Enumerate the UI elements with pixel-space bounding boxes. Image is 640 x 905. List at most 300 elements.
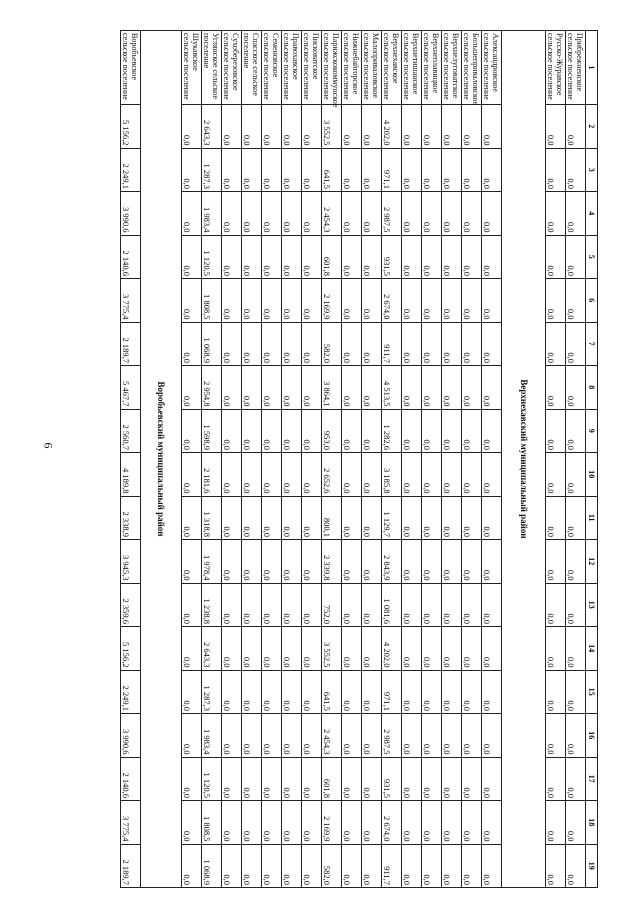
value-cell: 0,0 [282,235,302,279]
value-cell: 0,0 [566,540,586,584]
value-cell: 0,0 [566,409,586,453]
value-cell: 0,0 [242,322,262,366]
column-header: 14 [586,627,598,671]
value-cell: 0,0 [462,192,482,236]
value-cell: 0,0 [566,844,586,888]
value-cell: 0,0 [402,409,422,453]
value-cell: 0,0 [362,714,382,758]
column-header: 13 [586,583,598,627]
value-cell: 0,0 [402,627,422,671]
value-cell: 0,0 [462,105,482,149]
value-cell: 0,0 [342,235,362,279]
column-header: 19 [586,844,598,888]
settlement-name: Шукавское сельское поселение [182,31,202,105]
value-cell: 0,0 [362,409,382,453]
value-cell: 0,0 [242,366,262,410]
value-cell: 0,0 [462,279,482,323]
value-cell: 0,0 [422,714,442,758]
value-cell: 0,0 [302,366,322,410]
value-cell: 0,0 [242,714,262,758]
value-cell: 0,0 [442,540,462,584]
value-cell: 582,0 [322,322,342,366]
value-cell: 0,0 [546,366,566,410]
value-cell: 0,0 [362,540,382,584]
value-cell: 0,0 [462,540,482,584]
value-cell: 0,0 [422,453,442,497]
value-cell: 3 775,4 [121,279,141,323]
table-row [422,31,442,888]
settlement-name: Верхнехавское сельское поселение [382,31,402,105]
value-cell: 0,0 [546,540,566,584]
value-cell: 0,0 [546,105,566,149]
settlement-name: Нижнебайгорское сельское поселение [342,31,362,105]
value-cell: 2 339,8 [322,540,342,584]
value-cell: 0,0 [402,279,422,323]
table-row [121,31,141,888]
value-cell: 3 945,3 [121,540,141,584]
settlement-name: Верхнелуговатское сельское поселение [442,31,462,105]
table-row [182,31,202,888]
table-row [442,31,462,888]
value-cell: 582,0 [322,844,342,888]
value-cell: 0,0 [282,366,302,410]
value-cell: 0,0 [422,148,442,192]
value-cell: 2 169,9 [322,279,342,323]
value-cell: 0,0 [182,409,202,453]
value-cell: 0,0 [402,148,422,192]
value-cell: 0,0 [546,714,566,758]
value-cell: 0,0 [282,844,302,888]
value-cell: 2 560,7 [121,409,141,453]
value-cell: 0,0 [182,583,202,627]
value-cell: 0,0 [546,148,566,192]
table-row [242,31,262,888]
value-cell: 0,0 [546,409,566,453]
settlement-name: Парижскокоммунское сельское поселение [322,31,342,105]
value-cell: 0,0 [262,322,282,366]
column-header: 4 [586,192,598,236]
value-cell: 2 140,6 [121,235,141,279]
value-cell: 0,0 [182,540,202,584]
value-cell: 0,0 [402,192,422,236]
value-cell: 1 068,9 [202,322,222,366]
value-cell: 0,0 [546,583,566,627]
value-cell: 0,0 [262,235,282,279]
value-cell: 0,0 [442,670,462,714]
value-cell: 0,0 [566,714,586,758]
value-cell: 0,0 [302,279,322,323]
value-cell: 0,0 [422,105,442,149]
value-cell: 0,0 [182,279,202,323]
value-cell: 0,0 [222,844,242,888]
value-cell: 0,0 [402,583,422,627]
value-cell: 0,0 [362,670,382,714]
settlement-name: Углянское сельское поселение [202,31,222,105]
value-cell: 641,5 [322,670,342,714]
value-cell: 1 287,3 [202,670,222,714]
value-cell: 1 120,5 [202,235,222,279]
value-cell: 0,0 [262,279,282,323]
value-cell: 0,0 [462,453,482,497]
value-cell: 0,0 [482,105,502,149]
value-cell: 0,0 [422,583,442,627]
value-cell: 0,0 [422,670,442,714]
settlement-name: Александровское сельское поселение [482,31,502,105]
value-cell: 0,0 [222,279,242,323]
value-cell: 0,0 [362,801,382,845]
value-cell: 0,0 [462,583,482,627]
value-cell: 0,0 [462,322,482,366]
value-cell: 2 140,6 [121,757,141,801]
value-cell: 0,0 [566,366,586,410]
value-cell: 0,0 [402,714,422,758]
value-cell: 0,0 [262,366,282,410]
value-cell: 0,0 [302,583,322,627]
value-cell: 0,0 [442,844,462,888]
value-cell: 0,0 [182,366,202,410]
value-cell: 0,0 [262,409,282,453]
value-cell: 0,0 [182,322,202,366]
value-cell: 0,0 [422,279,442,323]
value-cell: 3 775,4 [121,801,141,845]
value-cell: 0,0 [222,540,242,584]
value-cell: 0,0 [262,757,282,801]
table-row [302,31,322,888]
settlement-name: Русско-Журавское сельское поселение [546,31,566,105]
value-cell: 0,0 [566,453,586,497]
value-cell: 0,0 [566,801,586,845]
value-cell: 0,0 [442,627,462,671]
value-cell: 2 843,9 [382,540,402,584]
value-cell: 0,0 [222,801,242,845]
value-cell: 0,0 [462,714,482,758]
table-row [482,31,502,888]
value-cell: 3 990,6 [121,192,141,236]
settlement-name: Спасское сельское поселение [242,31,262,105]
table-row [382,31,402,888]
value-cell: 0,0 [482,148,502,192]
value-cell: 2 954,8 [202,366,222,410]
value-cell: 931,5 [382,235,402,279]
value-cell: 0,0 [182,714,202,758]
value-cell: 3 185,8 [382,453,402,497]
value-cell: 0,0 [442,366,462,410]
value-cell: 0,0 [402,540,422,584]
value-cell: 1 978,4 [202,540,222,584]
value-cell: 2 338,9 [121,496,141,540]
value-cell: 0,0 [342,844,362,888]
value-cell: 0,0 [482,279,502,323]
header-row [586,31,598,888]
settlement-name: Сухоберезовское сельское поселение [222,31,242,105]
value-cell: 4 202,0 [382,627,402,671]
value-cell: 0,0 [546,844,566,888]
value-cell: 0,0 [482,409,502,453]
settlement-name: Большеприваловское сельское поселение [462,31,482,105]
settlement-name: Малоприваловское сельское поселение [362,31,382,105]
column-header: 15 [586,670,598,714]
value-cell: 0,0 [242,540,262,584]
column-header: 3 [586,148,598,192]
value-cell: 0,0 [442,279,462,323]
value-cell: 0,0 [182,670,202,714]
value-cell: 0,0 [262,627,282,671]
value-cell: 641,5 [322,148,342,192]
value-cell: 0,0 [182,801,202,845]
column-header: 9 [586,409,598,453]
value-cell: 1 598,9 [202,409,222,453]
value-cell: 5 156,2 [121,105,141,149]
value-cell: 0,0 [342,714,362,758]
settlement-name: Воробьевское сельское поселение [121,31,141,105]
value-cell: 0,0 [402,105,422,149]
value-cell: 0,0 [302,192,322,236]
value-cell: 0,0 [182,105,202,149]
value-cell: 0,0 [182,453,202,497]
value-cell: 0,0 [462,496,482,540]
value-cell: 0,0 [242,105,262,149]
value-cell: 0,0 [566,279,586,323]
value-cell: 0,0 [422,844,442,888]
value-cell: 800,1 [322,496,342,540]
value-cell: 0,0 [566,148,586,192]
value-cell: 0,0 [566,322,586,366]
value-cell: 0,0 [442,322,462,366]
value-cell: 0,0 [546,670,566,714]
value-cell: 0,0 [222,453,242,497]
value-cell: 0,0 [262,192,282,236]
value-cell: 0,0 [302,714,322,758]
value-cell: 0,0 [342,757,362,801]
value-cell: 0,0 [262,496,282,540]
column-header: 12 [586,540,598,584]
value-cell: 0,0 [362,279,382,323]
value-cell: 0,0 [222,496,242,540]
value-cell: 0,0 [482,583,502,627]
value-cell: 0,0 [422,322,442,366]
value-cell: 0,0 [566,235,586,279]
column-header: 7 [586,322,598,366]
value-cell: 0,0 [262,540,282,584]
value-cell: 0,0 [302,670,322,714]
value-cell: 0,0 [462,235,482,279]
value-cell: 0,0 [482,496,502,540]
value-cell: 1 983,4 [202,714,222,758]
column-header: 16 [586,714,598,758]
value-cell: 1 120,5 [202,757,222,801]
value-cell: 2 169,9 [322,801,342,845]
value-cell: 2 181,6 [202,453,222,497]
value-cell: 0,0 [262,844,282,888]
value-cell: 0,0 [282,322,302,366]
value-cell: 0,0 [566,757,586,801]
value-cell: 0,0 [402,844,422,888]
value-cell: 2 987,5 [382,714,402,758]
value-cell: 0,0 [242,192,262,236]
value-cell: 0,0 [342,105,362,149]
value-cell: 0,0 [422,757,442,801]
value-cell: 0,0 [262,714,282,758]
value-cell: 0,0 [182,192,202,236]
value-cell: 0,0 [442,714,462,758]
value-cell: 0,0 [482,627,502,671]
value-cell: 0,0 [362,453,382,497]
value-cell: 0,0 [402,322,422,366]
value-cell: 0,0 [482,540,502,584]
value-cell: 2 454,3 [322,192,342,236]
value-cell: 2 249,1 [121,670,141,714]
value-cell: 0,0 [342,279,362,323]
value-cell: 0,0 [546,279,566,323]
value-cell: 2 643,3 [202,627,222,671]
value-cell: 3 552,5 [322,627,342,671]
value-cell: 0,0 [302,627,322,671]
value-cell: 2 674,0 [382,801,402,845]
value-cell: 0,0 [222,148,242,192]
value-cell: 0,0 [546,453,566,497]
value-cell: 0,0 [422,496,442,540]
value-cell: 0,0 [546,322,566,366]
value-cell: 0,0 [242,409,262,453]
settlement-name: Писковатское сельское поселение [302,31,322,105]
page-number: 6 [41,442,56,449]
column-header: 6 [586,279,598,323]
value-cell: 0,0 [222,235,242,279]
value-cell: 0,0 [282,453,302,497]
value-cell: 0,0 [362,844,382,888]
value-cell: 0,0 [282,757,302,801]
value-cell: 0,0 [342,583,362,627]
value-cell: 0,0 [302,322,322,366]
value-cell: 0,0 [462,627,482,671]
value-cell: 953,0 [322,409,342,453]
value-cell: 0,0 [482,801,502,845]
value-cell: 911,7 [382,322,402,366]
value-cell: 0,0 [302,453,322,497]
value-cell: 0,0 [482,235,502,279]
value-cell: 0,0 [302,409,322,453]
value-cell: 0,0 [182,757,202,801]
district-row [141,31,182,888]
value-cell: 1 081,6 [382,583,402,627]
column-header: 11 [586,496,598,540]
value-cell: 0,0 [362,322,382,366]
value-cell: 2 249,1 [121,148,141,192]
value-cell: 0,0 [362,496,382,540]
value-cell: 0,0 [342,801,362,845]
value-cell: 0,0 [402,801,422,845]
value-cell: 0,0 [342,453,362,497]
table-row [462,31,482,888]
value-cell: 2 189,7 [121,322,141,366]
value-cell: 0,0 [402,235,422,279]
value-cell: 0,0 [402,670,422,714]
value-cell: 0,0 [242,844,262,888]
value-cell: 0,0 [442,235,462,279]
value-cell: 0,0 [282,540,302,584]
value-cell: 0,0 [422,409,442,453]
value-cell: 0,0 [282,192,302,236]
value-cell: 0,0 [546,801,566,845]
value-cell: 0,0 [342,192,362,236]
value-cell: 0,0 [262,105,282,149]
value-cell: 0,0 [442,757,462,801]
value-cell: 0,0 [262,670,282,714]
value-cell: 0,0 [462,366,482,410]
table-row [202,31,222,888]
value-cell: 0,0 [442,148,462,192]
settlement-name: Прибрежненское сельское поселение [566,31,586,105]
value-cell: 0,0 [262,453,282,497]
table-row [546,31,566,888]
value-cell: 0,0 [342,366,362,410]
value-cell: 2 454,3 [322,714,342,758]
value-cell: 0,0 [482,322,502,366]
value-cell: 0,0 [222,757,242,801]
value-cell: 1 808,5 [202,279,222,323]
column-header: 8 [586,366,598,410]
value-cell: 0,0 [302,105,322,149]
value-cell: 0,0 [302,148,322,192]
value-cell: 0,0 [546,496,566,540]
value-cell: 0,0 [242,627,262,671]
value-cell: 0,0 [342,496,362,540]
value-cell: 0,0 [222,366,242,410]
value-cell: 0,0 [462,670,482,714]
district-row [502,31,546,888]
value-cell: 0,0 [442,192,462,236]
value-cell: 1 808,5 [202,801,222,845]
value-cell: 2 652,6 [322,453,342,497]
value-cell: 0,0 [482,844,502,888]
value-cell: 0,0 [222,714,242,758]
value-cell: 0,0 [242,496,262,540]
value-cell: 3 552,5 [322,105,342,149]
value-cell: 0,0 [362,366,382,410]
column-header: 17 [586,757,598,801]
value-cell: 0,0 [342,670,362,714]
value-cell: 0,0 [566,105,586,149]
value-cell: 0,0 [422,540,442,584]
value-cell: 0,0 [282,279,302,323]
value-cell: 0,0 [546,627,566,671]
value-cell: 0,0 [182,844,202,888]
value-cell: 0,0 [422,801,442,845]
value-cell: 0,0 [342,409,362,453]
table-row [262,31,282,888]
value-cell: 2 359,6 [121,583,141,627]
value-cell: 1 068,9 [202,844,222,888]
data-table [120,30,598,888]
value-cell: 0,0 [566,627,586,671]
value-cell: 0,0 [302,235,322,279]
value-cell: 0,0 [342,322,362,366]
value-cell: 0,0 [182,496,202,540]
column-header: 18 [586,801,598,845]
value-cell: 0,0 [546,757,566,801]
value-cell: 0,0 [462,801,482,845]
value-cell: 0,0 [422,366,442,410]
settlement-name: Верхнетишанское сельское поселение [402,31,422,105]
value-cell: 0,0 [222,627,242,671]
value-cell: 0,0 [182,627,202,671]
value-cell: 0,0 [566,496,586,540]
district-title: Верхнехавский муниципальный район [502,31,546,888]
value-cell: 0,0 [442,801,462,845]
value-cell: 0,0 [566,670,586,714]
value-cell: 0,0 [442,583,462,627]
column-header: 2 [586,105,598,149]
